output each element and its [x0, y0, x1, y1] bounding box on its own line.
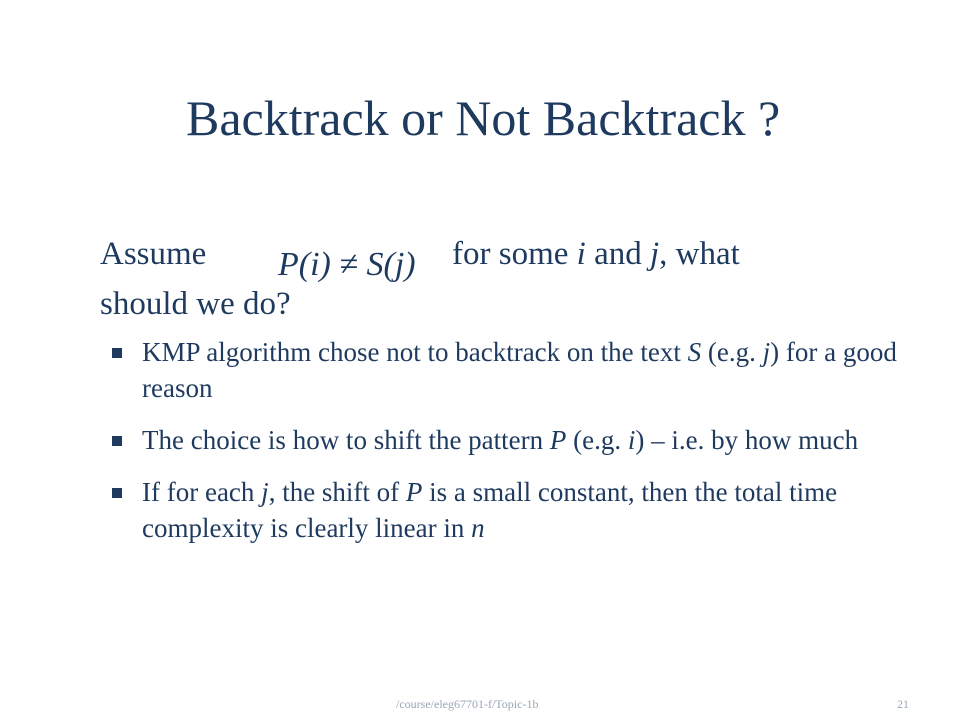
- intro-var-i: i: [576, 236, 586, 272]
- bullet-var: j: [261, 477, 269, 507]
- footer-page-number: 21: [897, 697, 909, 711]
- bullet-text: (e.g.: [701, 337, 763, 367]
- intro-condition-text: [452, 232, 740, 276]
- bullet-var: n: [471, 513, 485, 543]
- bullet-square-icon: [112, 348, 122, 358]
- bullet-var: P: [405, 477, 423, 507]
- bullet-square-icon: [112, 436, 122, 446]
- slide-title: Backtrack or Not Backtrack ?: [186, 90, 781, 146]
- bullet-var: j: [762, 337, 771, 367]
- bullet-var: P: [549, 425, 567, 455]
- intro-text-part: , what: [659, 236, 740, 272]
- bullet-var: S: [687, 337, 702, 367]
- footer-course-path: /course/eleg67701-f/Topic-1b: [396, 697, 539, 711]
- intro-formula: P(i) ≠ S(j): [278, 246, 416, 283]
- bullet-item: [110, 422, 910, 458]
- bullet-text: (e.g.: [566, 425, 628, 455]
- intro-text-part: and: [585, 236, 650, 272]
- bullet-text: If for each: [142, 477, 262, 507]
- intro-line-1: [100, 232, 860, 283]
- bullet-text: is a small constant, then the total time complexity is clearly linear in: [142, 477, 838, 543]
- bullet-text: The choice is how to shift the pattern: [142, 425, 550, 455]
- intro-paragraph: [100, 232, 860, 326]
- bullet-text: , the shift of: [268, 477, 406, 507]
- intro-assume-text: Assume: [100, 236, 207, 272]
- bullet-text: ) – i.e. by how much: [635, 425, 859, 455]
- bullet-text: KMP algorithm chose not to backtrack on the text: [142, 337, 688, 367]
- bullet-text: ) for a good reason: [142, 337, 897, 403]
- intro-line-2: should we do?: [100, 286, 291, 322]
- bullet-item: [110, 334, 910, 406]
- intro-var-j: j: [649, 236, 660, 272]
- bullet-item: [110, 474, 910, 546]
- bullet-square-icon: [112, 488, 122, 498]
- bullet-list: [110, 334, 910, 562]
- bullet-var: i: [627, 425, 636, 455]
- intro-text-part: for some: [452, 236, 577, 272]
